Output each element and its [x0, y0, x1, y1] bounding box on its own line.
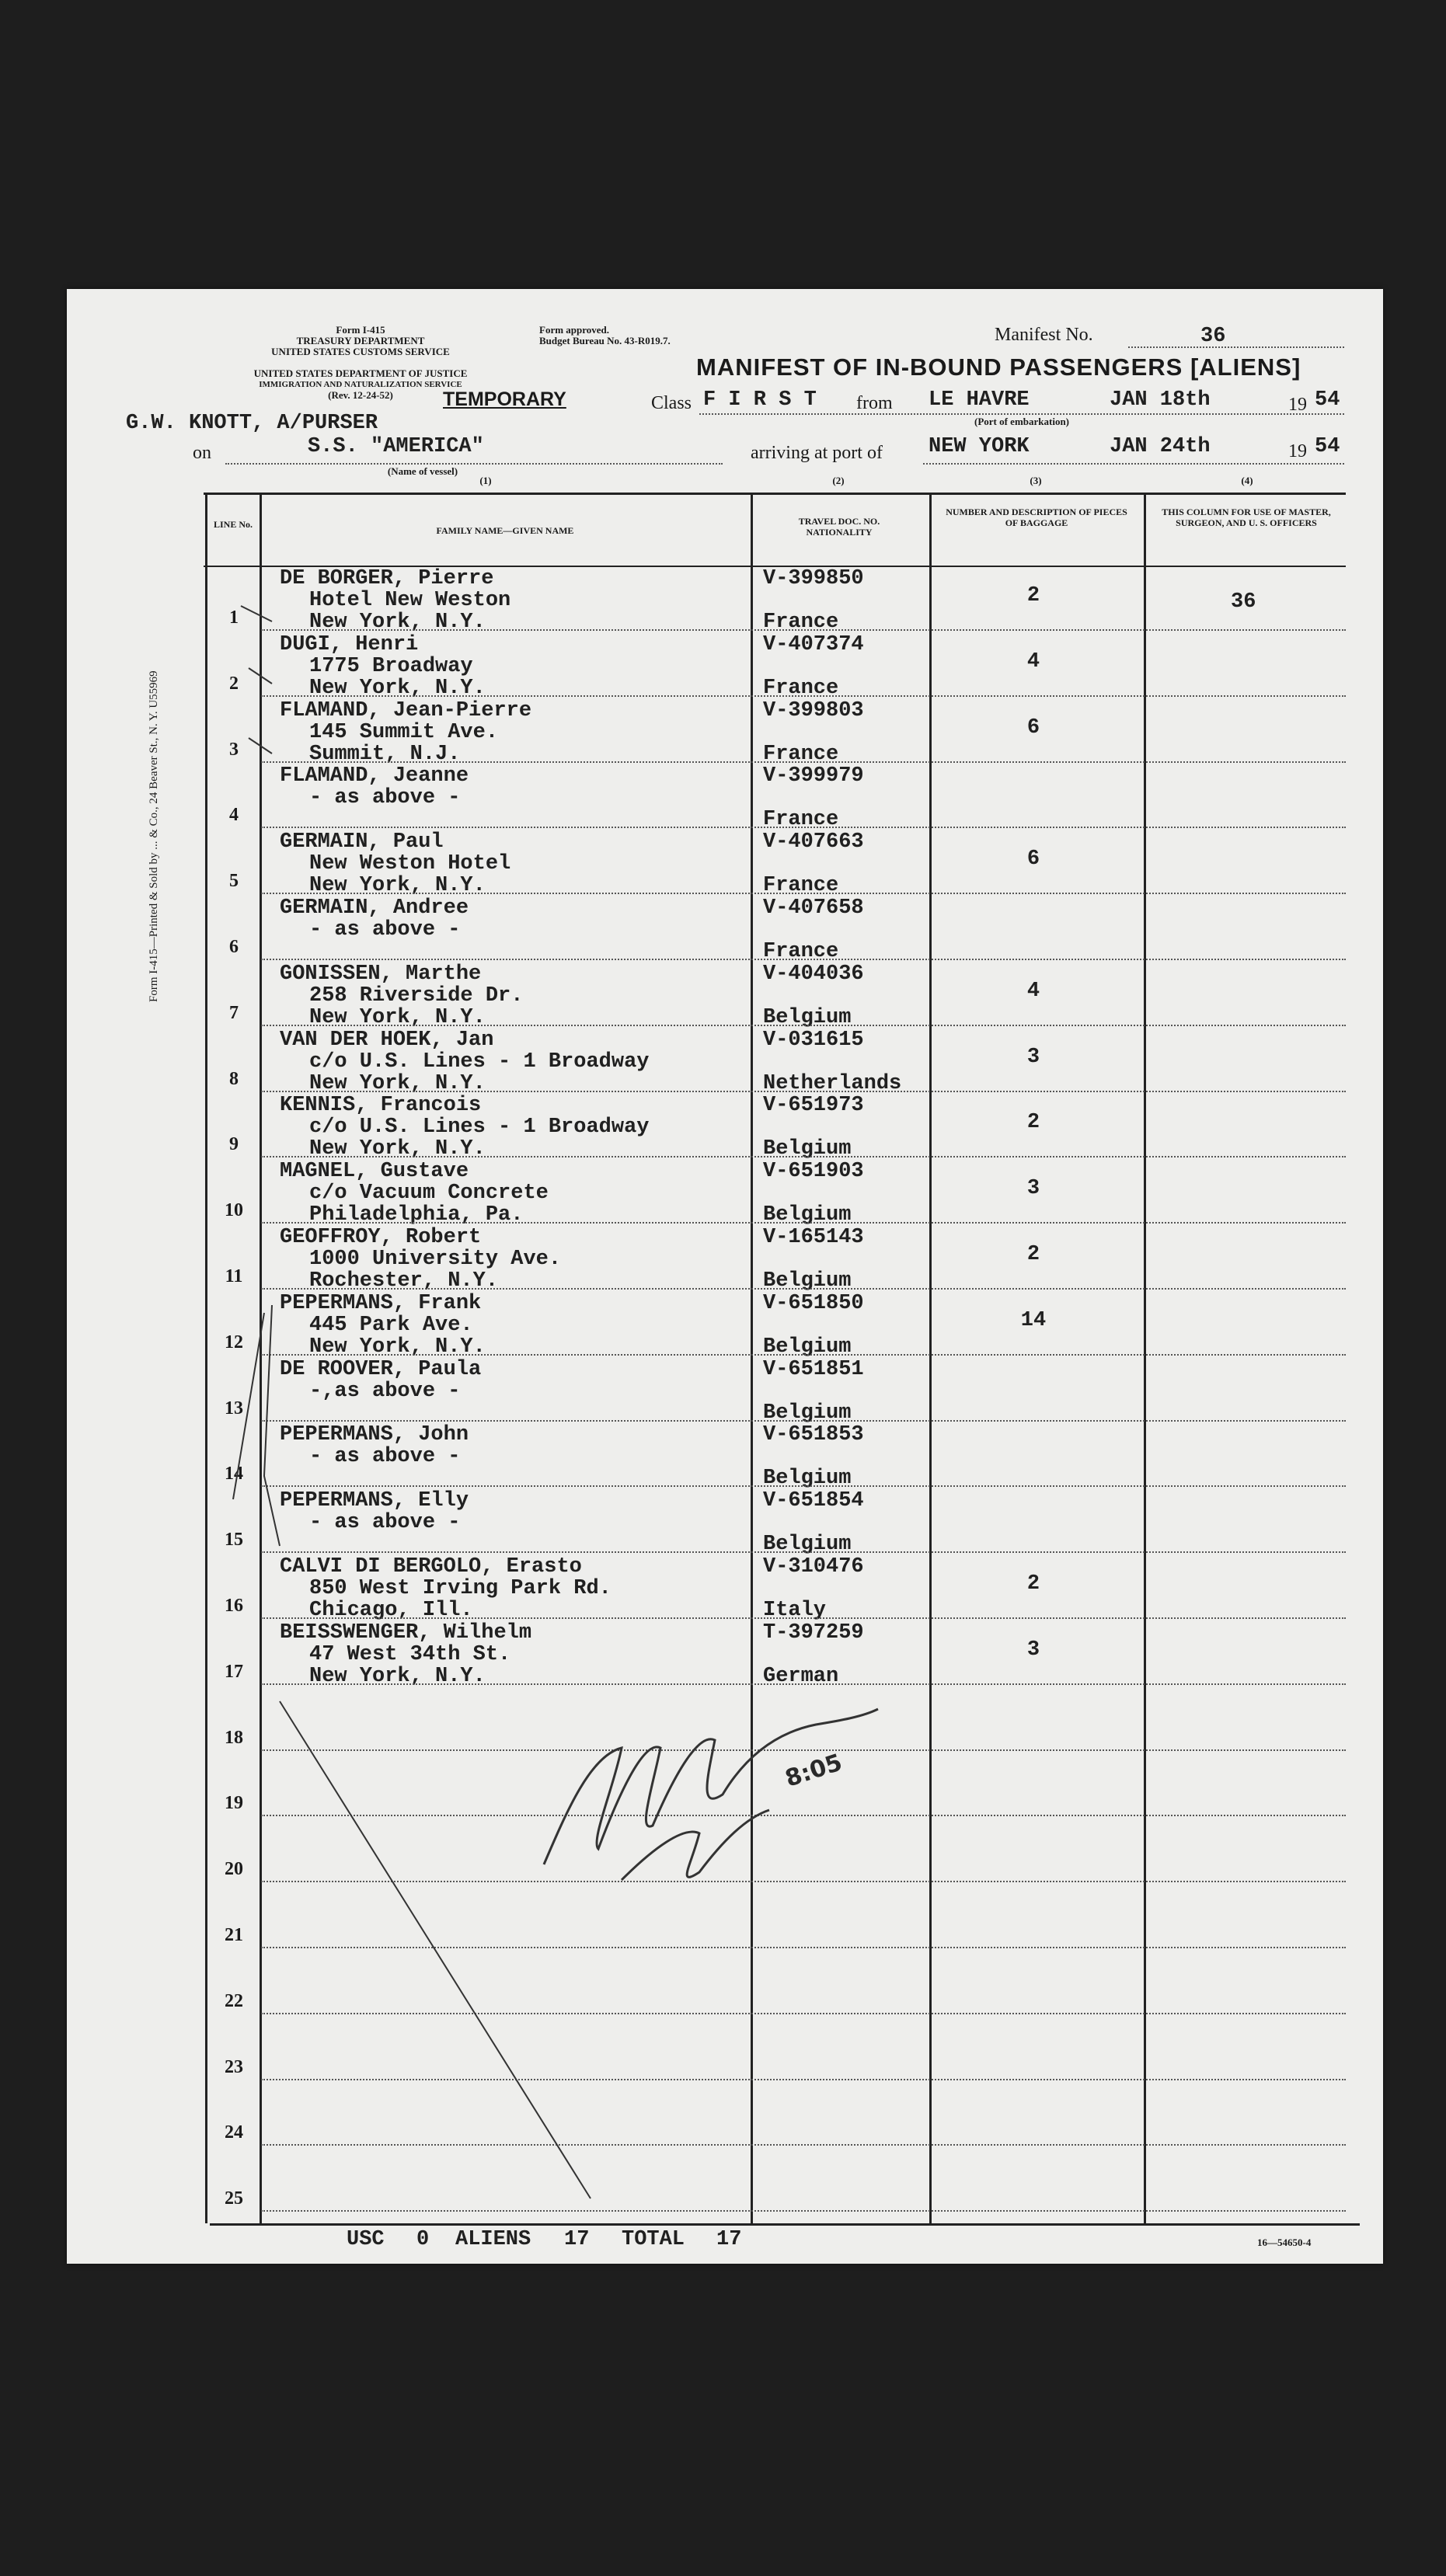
passenger-name-line: Rochester, N.Y. [309, 1269, 499, 1293]
row-rule [261, 2079, 1346, 2080]
row-rule [261, 1420, 1346, 1422]
passenger-name-line: New York, N.Y. [309, 1137, 486, 1161]
passenger-name-line: - as above - [309, 1445, 461, 1469]
row-rule [261, 1749, 1346, 1751]
nationality: Belgium [763, 1401, 852, 1425]
baggage-count: 6 [1026, 715, 1040, 740]
baggage-count: 3 [1026, 1638, 1040, 1662]
row-rule [261, 629, 1346, 631]
passenger-name-line: New York, N.Y. [309, 1071, 486, 1095]
travel-col-header: TRAVEL DOC. NO. NATIONALITY [798, 516, 880, 538]
manifest-sheet [67, 289, 1383, 2264]
nationality: German [763, 1664, 839, 1688]
nationality: Netherlands [763, 1071, 902, 1095]
travel-doc-number: V-651854 [763, 1489, 864, 1513]
row-rule [261, 2210, 1346, 2212]
totals-aliens: 17 [564, 2228, 590, 2251]
row-rule [261, 1815, 1346, 1816]
line-number: 2 [229, 673, 239, 694]
row-rule [261, 695, 1346, 697]
temporary-stamp: TEMPORARY [443, 388, 566, 410]
passenger-name-line: New York, N.Y. [309, 611, 486, 634]
row-rule [261, 761, 1346, 763]
nationality: Italy [763, 1599, 827, 1622]
year-prefix-arrival: 19 [1288, 441, 1307, 461]
passenger-name-line: DE BORGER, Pierre [280, 567, 494, 590]
passenger-name-line: VAN DER HOEK, Jan [280, 1028, 494, 1052]
passenger-name-line: Philadelphia, Pa. [309, 1203, 524, 1227]
passenger-name-line: - as above - [309, 1511, 461, 1535]
totals-usc: 0 [416, 2228, 430, 2251]
travel-doc-number: V-407374 [763, 632, 864, 656]
travel-doc-number: V-165143 [763, 1226, 864, 1249]
passenger-name-line: FLAMAND, Jeanne [280, 764, 469, 788]
travel-doc-number: V-399803 [763, 698, 864, 722]
totals-aliens-label: ALIENS [455, 2228, 531, 2251]
passenger-name-line: c/o U.S. Lines - 1 Broadway [309, 1116, 650, 1140]
class-line [699, 413, 1344, 415]
manifest-title: MANIFEST OF IN-BOUND PASSENGERS [ALIENS] [696, 353, 1301, 381]
vessel-note: (Name of vessel) [387, 465, 458, 477]
year-arrival: 54 [1315, 435, 1340, 458]
totals-total-label: TOTAL [622, 2228, 685, 2251]
nationality: Belgium [763, 1203, 852, 1227]
nationality: France [763, 676, 839, 700]
col-3-marker: (3) [1030, 475, 1042, 486]
officer-note: 36 [1231, 590, 1256, 614]
row-rule [261, 1025, 1346, 1026]
nationality: Belgium [763, 1137, 852, 1161]
travel-doc-number: V-651851 [763, 1357, 864, 1381]
row-rule [261, 1222, 1346, 1224]
passenger-name-line: PEPERMANS, Frank [280, 1291, 482, 1315]
nationality: France [763, 808, 839, 832]
travel-doc-number: V-651853 [763, 1423, 864, 1447]
line-number: 16 [225, 1596, 243, 1616]
footer-code: 16—54650-4 [1257, 2237, 1312, 2248]
passenger-name-line: New York, N.Y. [309, 1005, 486, 1029]
line-number: 13 [225, 1398, 243, 1419]
nationality: France [763, 940, 839, 963]
passenger-name-line: KENNIS, Francois [280, 1094, 482, 1118]
row-rule [261, 1156, 1346, 1157]
passenger-name-line: 145 Summit Ave. [309, 720, 499, 744]
passenger-name-line: New York, N.Y. [309, 1664, 486, 1688]
line-number: 18 [225, 1727, 243, 1748]
travel-doc-number: V-404036 [763, 962, 864, 986]
line-number: 21 [225, 1925, 243, 1945]
nationality: France [763, 611, 839, 634]
line-number: 1 [229, 607, 239, 628]
travel-col-rule [751, 494, 753, 2223]
row-rule [261, 959, 1346, 960]
row-rule [261, 827, 1346, 828]
arrival-date: JAN 24th [1110, 435, 1211, 458]
passenger-name-line: 445 Park Ave. [309, 1313, 473, 1337]
year-prefix: 19 [1288, 395, 1307, 415]
line-number: 3 [229, 739, 239, 760]
travel-doc-number: V-399850 [763, 567, 864, 590]
passenger-name-line: New Weston Hotel [309, 852, 511, 876]
signature-time: 8:05 [782, 1749, 846, 1793]
passenger-name-line: - as above - [309, 918, 461, 942]
table-bottom-rule [210, 2223, 1360, 2226]
passenger-name-line: GEOFFROY, Robert [280, 1226, 482, 1249]
passenger-name-line: DUGI, Henri [280, 632, 419, 656]
travel-doc-number: V-651973 [763, 1094, 864, 1118]
travel-doc-number: T-397259 [763, 1620, 864, 1645]
passenger-name-line: PEPERMANS, Elly [280, 1489, 469, 1513]
row-rule [261, 1288, 1346, 1290]
line-number: 10 [225, 1200, 243, 1221]
baggage-count: 2 [1026, 1111, 1040, 1135]
depart-date: JAN 18th [1110, 388, 1211, 412]
travel-doc-number: V-399979 [763, 764, 864, 788]
line-number: 9 [229, 1134, 239, 1155]
class-label: Class [651, 393, 692, 413]
nationality: Belgium [763, 1335, 852, 1359]
passenger-name-line: New York, N.Y. [309, 1335, 486, 1359]
row-rule [261, 1947, 1346, 1948]
line-number: 5 [229, 871, 239, 892]
travel-doc-number: V-407658 [763, 896, 864, 920]
passenger-name-line: c/o U.S. Lines - 1 Broadway [309, 1050, 650, 1074]
col-4-marker: (4) [1241, 475, 1253, 486]
passenger-name-line: GERMAIN, Paul [280, 830, 444, 855]
passenger-name-line: -,as above - [309, 1379, 461, 1403]
manifest-number: 36 [1200, 325, 1226, 348]
line-number: 20 [225, 1859, 243, 1880]
baggage-count: 4 [1026, 649, 1040, 674]
passenger-name-line: GERMAIN, Andree [280, 896, 469, 920]
line-number: 15 [225, 1530, 243, 1551]
vessel-name: S.S. "AMERICA" [308, 435, 484, 458]
embark-note: (Port of embarkation) [974, 416, 1070, 427]
form-number: Form I-415 [336, 324, 385, 336]
passenger-name-line: Hotel New Weston [309, 589, 511, 612]
row-rule [261, 1354, 1346, 1356]
customs-service: UNITED STATES CUSTOMS SERVICE [271, 346, 450, 357]
manifest-no-label: Manifest No. [995, 325, 1093, 345]
passenger-name-line: Summit, N.J. [309, 742, 461, 766]
side-print: Form I-415—Printed & Sold by ... & Co., 24 Beaver St., N. Y. U55969 [148, 670, 160, 1002]
passenger-name-line: CALVI DI BERGOLO, Erasto [280, 1555, 582, 1579]
line-number: 6 [229, 937, 239, 957]
line-number: 14 [225, 1464, 243, 1485]
passenger-name-line: 1000 University Ave. [309, 1248, 562, 1271]
col-1-marker: (1) [479, 475, 492, 486]
passenger-name-line: DE ROOVER, Paula [280, 1357, 482, 1381]
nationality: France [763, 742, 839, 766]
nationality: Belgium [763, 1467, 852, 1491]
line-number: 25 [225, 2188, 243, 2209]
department: TREASURY DEPARTMENT [296, 335, 425, 346]
line-number: 12 [225, 1332, 243, 1352]
passenger-name-line: MAGNEL, Gustave [280, 1160, 469, 1184]
arrival-line [923, 463, 1344, 465]
passenger-name-line: BEISSWENGER, Wilhelm [280, 1620, 532, 1645]
line-number: 11 [225, 1266, 243, 1286]
nationality: Belgium [763, 1005, 852, 1029]
passenger-name-line: 1775 Broadway [309, 654, 473, 678]
line-number: 17 [225, 1661, 243, 1682]
baggage-count: 2 [1026, 1243, 1040, 1266]
baggage-count: 3 [1026, 1045, 1040, 1069]
col-2-marker: (2) [832, 475, 845, 486]
nationality: Belgium [763, 1533, 852, 1557]
passenger-name-line: New York, N.Y. [309, 874, 486, 898]
passenger-name-line: - as above - [309, 786, 461, 810]
passenger-name-line: 47 West 34th St. [309, 1642, 511, 1666]
travel-doc-number: V-651903 [763, 1160, 864, 1184]
row-rule [261, 893, 1346, 894]
arriving-label: arriving at port of [751, 443, 883, 463]
passenger-name-line: 258 Riverside Dr. [309, 983, 524, 1008]
row-rule [261, 1881, 1346, 1882]
baggage-count: 3 [1026, 1177, 1040, 1201]
travel-doc-number: V-407663 [763, 830, 864, 855]
passenger-name-line: New York, N.Y. [309, 676, 486, 700]
embark-port: LE HAVRE [929, 388, 1030, 412]
passenger-name-line: 850 West Irving Park Rd. [309, 1577, 612, 1600]
row-rule [261, 1683, 1346, 1685]
totals-usc-label: USC [347, 2228, 385, 2251]
row-rule [261, 1485, 1346, 1487]
baggage-col-rule [929, 494, 932, 2223]
class-value: F I R S T [703, 388, 817, 412]
line-number: 22 [225, 1990, 243, 2011]
justice-department: UNITED STATES DEPARTMENT OF JUSTICE [253, 367, 468, 379]
line-number: 7 [229, 1002, 239, 1023]
immigration-service: IMMIGRATION AND NATURALIZATION SERVICE [259, 380, 462, 389]
baggage-count: 2 [1026, 584, 1040, 607]
baggage-col-header: NUMBER AND DESCRIPTION OF PIECES OF BAGGAGE [946, 506, 1127, 528]
baggage-count: 2 [1026, 1572, 1040, 1596]
budget-bureau: Budget Bureau No. 43-R019.7. [539, 335, 671, 346]
revision-date: (Rev. 12-24-52) [328, 389, 393, 401]
totals-total: 17 [716, 2228, 742, 2251]
line-number: 8 [229, 1068, 239, 1089]
from-label: from [856, 393, 893, 413]
form-approved: Form approved. [539, 324, 610, 336]
baggage-count: 14 [1020, 1308, 1047, 1332]
travel-doc-number: V-651850 [763, 1291, 864, 1315]
row-rule [261, 1617, 1346, 1619]
row-rule [261, 2144, 1346, 2146]
arrival-port: NEW YORK [929, 435, 1030, 458]
line-number: 23 [225, 2056, 243, 2077]
passenger-name-line: c/o Vacuum Concrete [309, 1182, 549, 1206]
purser: G.W. KNOTT, A/PURSER [126, 412, 378, 435]
line-col-header: LINE No. [213, 519, 253, 530]
table-top-rule [204, 493, 1346, 495]
passenger-name-line: FLAMAND, Jean-Pierre [280, 698, 532, 722]
row-rule [261, 1551, 1346, 1553]
officers-col-header: THIS COLUMN FOR USE OF MASTER, SURGEON, AND U. S. OFFICERS [1162, 506, 1331, 528]
vessel-line [225, 463, 723, 465]
manifest-no-line [1128, 346, 1344, 348]
line-number: 4 [229, 805, 239, 826]
line-number: 19 [225, 1793, 243, 1814]
travel-doc-number: V-031615 [763, 1028, 864, 1052]
nationality: Belgium [763, 1269, 852, 1293]
on-label: on [193, 443, 211, 463]
passenger-name-line: Chicago, Ill. [309, 1599, 473, 1622]
name-col-header: FAMILY NAME—GIVEN NAME [436, 525, 574, 536]
year-depart: 54 [1315, 388, 1340, 412]
travel-doc-number: V-310476 [763, 1555, 864, 1579]
nationality: France [763, 874, 839, 898]
passenger-name-line: GONISSEN, Marthe [280, 962, 482, 986]
baggage-count: 6 [1026, 848, 1040, 872]
officers-col-rule [1144, 494, 1146, 2223]
line-number: 24 [225, 2122, 243, 2143]
baggage-count: 4 [1026, 979, 1040, 1003]
row-rule [261, 1091, 1346, 1092]
row-rule [261, 2013, 1346, 2014]
passenger-name-line: PEPERMANS, John [280, 1423, 469, 1447]
